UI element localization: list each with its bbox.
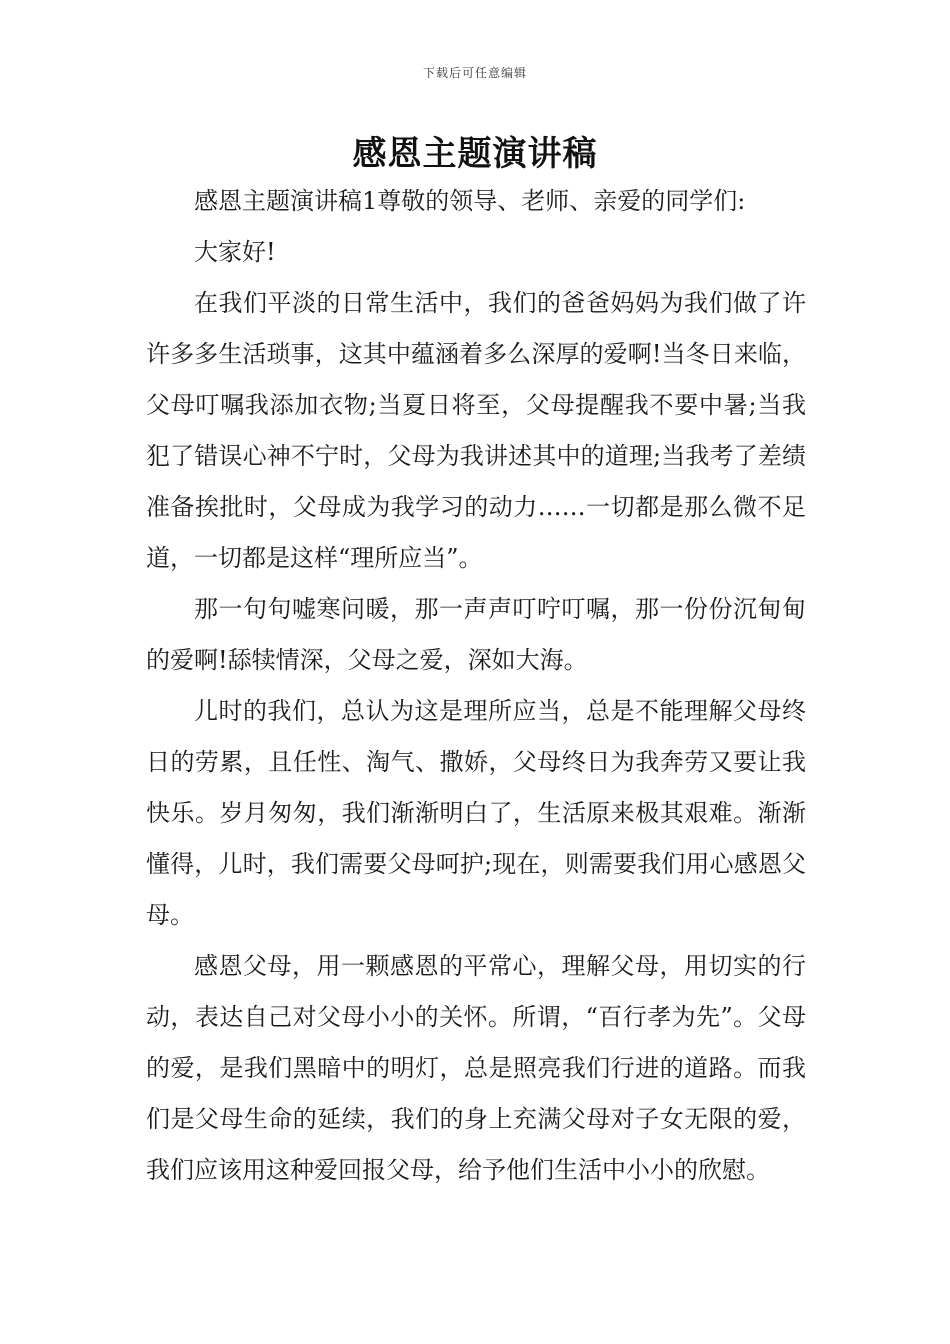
document-body [146,176,806,1196]
paragraph: 儿时的我们，总认为这是理所应当，总是不能理解父母终日的劳累，且任性、淘气、撒娇，父母终日为我奔劳又要让我快乐。岁月匆匆，我们渐渐明白了，生活原来极其艰难。渐渐懂得，儿时，我们需要父母呵护;现在，则需要我们用心感恩父母。 [146,697,806,929]
paragraph: 在我们平淡的日常生活中，我们的爸爸妈妈为我们做了许许多多生活琐事，这其中蕴涵着多么深厚的爱啊!当冬日来临，父母叮嘱我添加衣物;当夏日将至，父母提醒我不要中暑;当我犯了错误心神不宁时，父母为我讲述其中的道理;当我考了差绩准备挨批时，父母成为我学习的动力……一切都是那么微不足道，一切都是这样“理所应当”。 [146,289,806,572]
header-note: 下载后可任意编辑 [422,66,527,80]
document-title: 感恩主题演讲稿 [352,134,598,174]
paragraph: 感恩父母，用一颗感恩的平常心，理解父母，用切实的行动，表达自己对父母小小的关怀。所谓，“百行孝为先”。父母的爱，是我们黑暗中的明灯，总是照亮我们行进的道路。而我们是父母生命的延续，我们的身上充满父母对子女无限的爱，我们应该用这种爱回报父母，给予他们生活中小小的欣慰。 [146,952,806,1184]
paragraph-salutation: 感恩主题演讲稿1尊敬的领导、老师、亲爱的同学们: [194,187,746,215]
paragraph-greeting: 大家好! [194,238,276,266]
paragraph: 那一句句嘘寒问暖，那一声声叮咛叮嘱，那一份份沉甸甸的爱啊!舔犊情深，父母之爱，深如大海。 [146,595,806,674]
